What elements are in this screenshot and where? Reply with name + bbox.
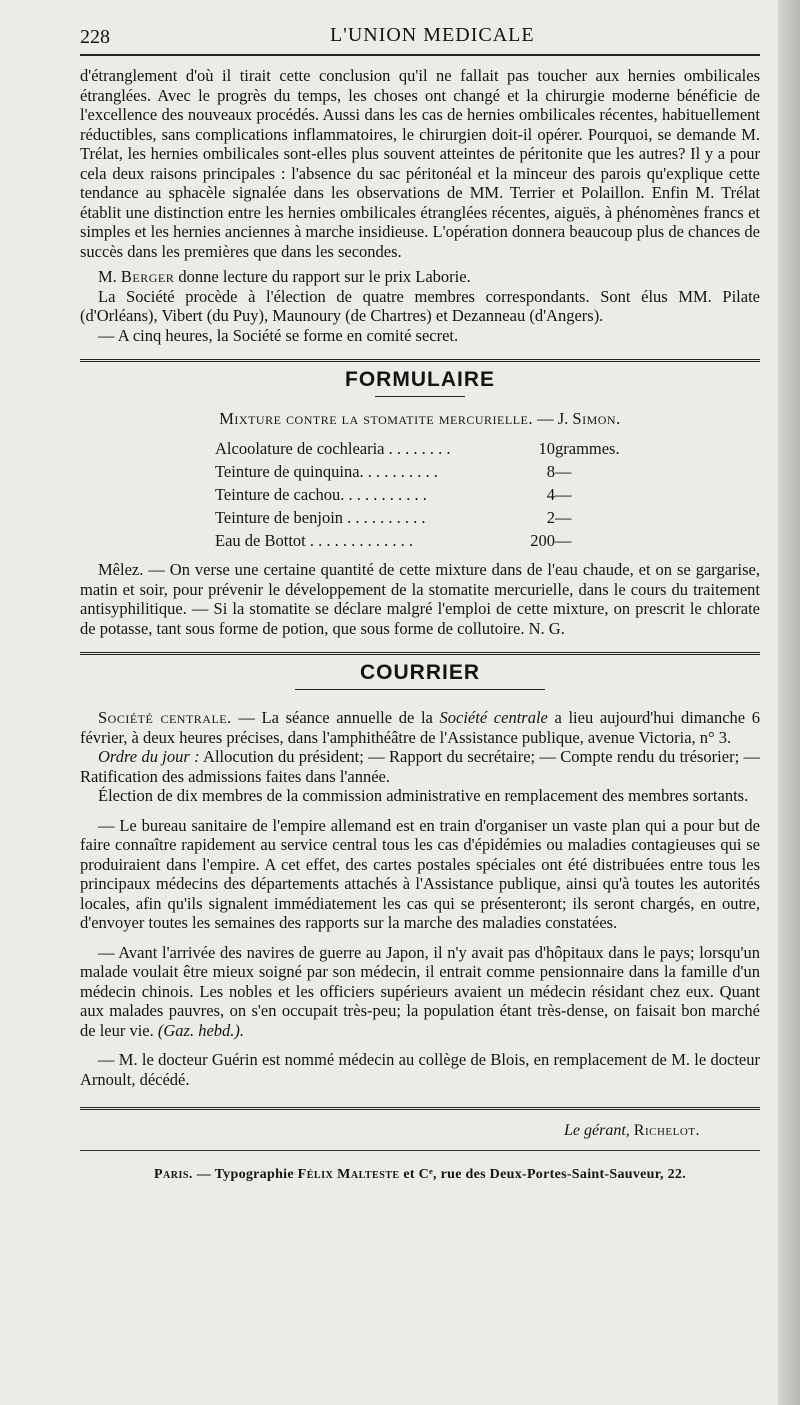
printer-imprint [80,1167,760,1183]
courrier-title-underline [295,689,545,690]
gerant-label: Le gérant, [564,1122,630,1139]
recipe-ingredients-table [215,437,645,552]
recipe-title [80,409,760,429]
election-commission-paragraph: Élection de dix membres de la commission administrative en remplacement des membres sortants. [98,786,749,805]
recipe-name: Mixture contre la stomatite mercurielle. [219,409,533,428]
ingredient-row [215,506,645,529]
formulaire-title-underline [375,396,465,397]
comite-paragraph: — A cinq heures, la Société se forme en comité secret. [98,325,459,345]
imprint-printer: Félix Malteste [297,1167,400,1182]
bureau-sanitaire-paragraph: — Le bureau sanitaire de l'empire allemand est en train d'organiser un vaste plan qui a pour but de faire connaître rapidement au service central tous les cas d'épidémies ou maladies contagieuses qui se produiraient dans l'empire. A cet effet, des cartes postales spéciales ont été distribuées entre tous les principaux médecins des départements attachés à l'Assistance publique, ainsi qu'à toutes les autorités locales, afin qu'ils signalent immédiatement les cas qui se présenteront; ils seront chargés, en outre, d'envoyer toutes les semaines des rapports sur la marche des maladies constatées. [80,815,760,932]
ingredient-name: Teinture de benjoin . . . . . . . . . . [215,508,426,527]
election-paragraph: La Société procède à l'élection de quatre membres correspondants. Sont élus MM. Pilate (d'Orléans), Vibert (du Puy), Maunoury (de Chartres) et Dezanneau (d'Angers). [80,286,760,325]
societe-text-a: — La séance annuelle de la [231,708,440,727]
japon-source: (Gaz. hebd.). [157,1020,245,1040]
ingredient-qty: 200 [530,531,555,550]
ordre-label: Ordre du jour : [98,747,200,766]
recipe-instructions: Mêlez. — On verse une certaine quantité de cette mixture dans de l'eau chaude, et on se gargarise, matin et soir, pour prévenir le développement de la stomatite mercurielle, dans le cours du traitement antisyphilitique. — Si la stomatite se déclare malgré l'emploi de cette mixture, on prescrit le chlorate de potasse, tant sous forme de potion, que sous forme de collutoire. N. G. [80,560,760,638]
section-rule-formulaire [80,359,760,362]
ingredient-row [215,460,645,483]
japon-text: — Avant l'arrivée des navires de guerre au Japon, il n'y avait pas d'hôpitaux dans le pays; lorsqu'un malade voulait être mieux soigné par son médecin, il entrait comme pensionnaire dans la famille d'un médecin chinois. Les nobles et les officiers supérieurs avaient un médecin résidant chez eux. Quant aux malades pauvres, on s'en occupait très-peu; la population étant très-dense, on faisait bon marché de leur vie. [80,942,760,1040]
ingredient-name: Alcoolature de cochlearia . . . . . . . . [215,439,451,458]
ingredient-unit: — [555,485,572,504]
guerin-paragraph: — M. le docteur Guérin est nommé médecin au collège de Blois, en remplacement de M. le docteur Arnoult, décédé. [80,1050,760,1089]
ingredient-unit: — [555,462,572,481]
societe-text-italic: Société centrale [439,708,548,727]
ingredient-name: Teinture de quinquina. . . . . . . . . . [215,462,438,481]
footer-rule [80,1107,760,1110]
ingredient-unit: grammes. [555,439,620,458]
ordre-du-jour-paragraph [80,747,760,786]
imprint-city: Paris. [153,1167,193,1182]
societe-text-b: a lieu aujourd'hui dimanche 6 février, à deux heures précises, dans l'amphithéâtre de l'Assistance publique, avenue Victoria, n° 3. [80,708,760,747]
ingredient-qty: 2 [546,508,555,527]
journal-title: L'UNION MEDICALE [330,24,535,46]
ingredient-qty: 8 [546,462,555,481]
continued-paragraph: d'étranglement d'où il tirait cette conclusion qu'il ne fallait pas toucher aux hernies ombilicales étranglées. Avec le progrès du temps, les choses ont changé et la chirurgie moderne bénéficie de l'excellence des nouveaux procédés. Aussi dans les cas de hernies ombilicales récentes, habituellement réductibles, sans complications inflammatoires, le chirurgien doit-il opérer. Pourquoi, se demande M. Trélat, les hernies ombilicales sont-elles plus souvent atteintes de péritonite que les autres? Il y a pour cela deux raisons principales : l'absence du sac péritonéal et la minceur des parois qu'explique cette tendance au sphacèle signalée dans les observations de MM. Terrier et Polaillon. Enfin M. Trélat établit une distinction entre les hernies ombilicales étranglées récentes, aiguës, à phénomènes francs et simples et les hernies anciennes à marche insidieuse. L'opération donnera beaucoup plus de chances de succès dans les premières que dans les secondes. [80,66,760,261]
imprint-text: — Typographie [192,1167,298,1182]
recipe-separator: — J. [533,409,573,428]
running-head [80,20,760,54]
ordre-text: Allocution du président; — Rapport du secrétaire; — Compte rendu du trésorier; — Ratification des admissions faites dans l'année. [80,747,760,786]
page-edge-shadow [778,0,800,1405]
ingredient-name: Teinture de cachou. . . . . . . . . . . [215,485,427,504]
ingredient-row [215,437,645,460]
berger-paragraph [80,267,760,287]
ingredient-row [215,529,645,552]
gerant-name: Richelot. [633,1122,700,1139]
ingredient-unit: — [555,508,572,527]
imprint-address: et Cᵉ, rue des Deux-Portes-Saint-Sauveur, 22. [399,1167,686,1182]
berger-rest: donne lecture du rapport sur le prix Laborie. [174,267,471,286]
page-number: 228 [80,26,110,48]
japon-paragraph [80,943,760,1041]
societe-centrale-paragraph [80,708,760,747]
ingredient-unit: — [555,531,572,550]
recipe-author: Simon. [572,409,621,428]
societe-label: Société centrale. [98,708,232,727]
ingredient-row [215,483,645,506]
imprint-rule [80,1150,760,1151]
courrier-title: COURRIER [359,661,480,684]
ingredient-qty: 10 [538,439,555,458]
berger-name: Berger [120,267,175,286]
berger-prefix: M. [98,267,121,286]
ingredient-qty: 4 [546,485,555,504]
formulaire-title: FORMULAIRE [345,368,495,391]
section-rule-courrier [80,652,760,655]
gerant-signature [80,1122,700,1140]
ingredient-name: Eau de Bottot . . . . . . . . . . . . . [215,531,413,550]
